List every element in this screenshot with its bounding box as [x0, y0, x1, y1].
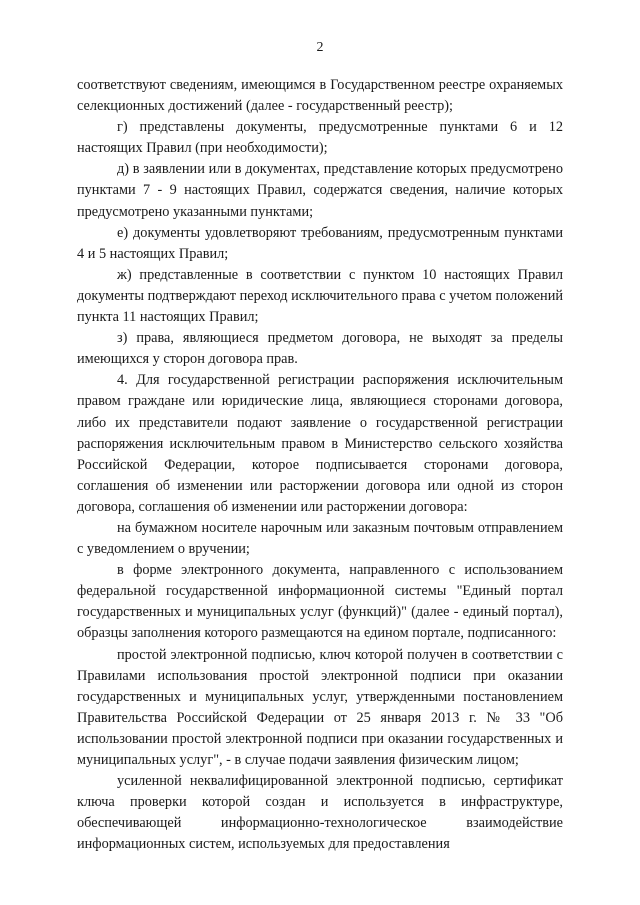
document-body — [77, 75, 563, 855]
paragraph-item-z: з) права, являющиеся предметом договора, не выходят за пределы имеющихся у сторон договора прав. — [77, 330, 563, 368]
paragraph-paper-submission: на бумажном носителе нарочным или заказным почтовым отправлением с уведомлением о вручении; — [77, 519, 563, 558]
paragraph-electronic-submission: в форме электронного документа, направленного с использованием федеральной государственной информационной системы "Единый портал государственных и муниципальных услуг (функций)" (далее - единый портал), образцы заполнения которого размещаются на едином портале, подписанного: — [77, 562, 563, 642]
paragraph-item-e: е) документы удовлетворяют требованиям, предусмотренным пунктами 4 и 5 настоящих Правил; — [77, 224, 563, 262]
paragraph-continuation: соответствуют сведениям, имеющимся в Государственном реестре охраняемых селекционных достижений (далее - государственный реестр); — [77, 77, 563, 115]
paragraph-item-zh: ж) представленные в соответствии с пунктом 10 настоящих Правил документы подтверждают переход исключительного права с учетом положений пункта 11 настоящих Правил; — [77, 266, 563, 326]
paragraph-item-g: г) представлены документы, предусмотренные пунктами 6 и 12 настоящих Правил (при необходимости); — [77, 119, 563, 157]
paragraph-section-4: 4. Для государственной регистрации распоряжения исключительным правом граждане или юридические лица, являющиеся сторонами договора, либо их представители подают заявление о государственной регистрации распоряжения исключительным правом в Министерство сельского хозяйства Российской Федерации, которое подписывается сторонами договора, соглашения об изменении или расторжении договора или одной из сторон договора, соглашения об изменении или расторжении договора: — [77, 372, 563, 515]
paragraph-enhanced-signature: усиленной неквалифицированной электронной подписью, сертификат ключа проверки которой создан и используется в инфраструктуре, обеспечивающей информационно-технологическое взаимодействие информационных систем, используемых для предоставления — [77, 773, 563, 853]
paragraph-simple-signature: простой электронной подписью, ключ которой получен в соответствии с Правилами использования простой электронной подписи при оказании государственных и муниципальных услуг, утвержденными постановлением Правительства Российской Федерации от 25 января 2013 г. № 33 "Об использовании простой электронной подписи при оказании государственных и муниципальных услуг", - в случае подачи заявления физическим лицом; — [77, 646, 563, 768]
page-number: 2 — [316, 40, 324, 55]
paragraph-item-d: д) в заявлении или в документах, представление которых предусмотрено пунктами 7 - 9 настоящих Правил, содержатся сведения, наличие которых предусмотрено указанными пунктами; — [77, 161, 563, 220]
